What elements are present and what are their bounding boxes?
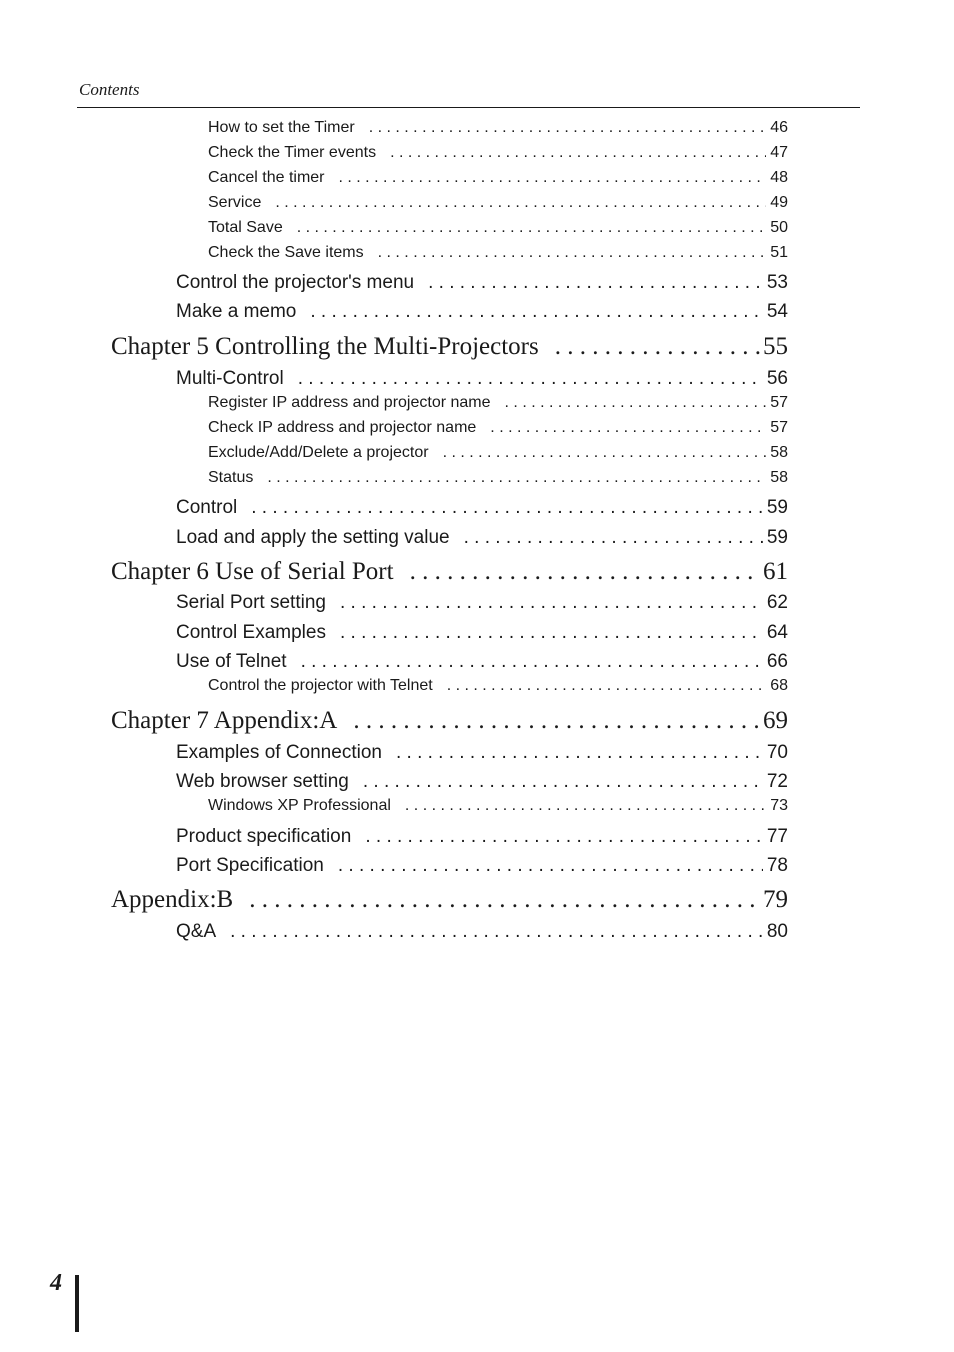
toc-subsection-entry [208, 419, 788, 439]
toc-entry-title: Control the projector's menu [176, 272, 415, 293]
dot-leader [365, 826, 763, 848]
toc-section-entry [176, 527, 788, 551]
dot-leader [410, 558, 761, 586]
toc-subsection-entry [208, 394, 788, 414]
dot-leader [505, 394, 767, 412]
toc-chapter-entry [111, 707, 788, 737]
page-number: 4 [50, 1270, 62, 1296]
toc-entry-page: 80 [766, 921, 788, 942]
toc-entry-title: Total Save [208, 219, 283, 236]
toc-entry-title: Serial Port setting [176, 592, 326, 613]
toc-entry-title: Make a memo [176, 301, 297, 322]
toc-entry-page: 66 [766, 651, 788, 672]
toc-entry-title: How to set the Timer [208, 119, 355, 136]
toc-entry-page: 55 [763, 333, 788, 360]
toc-entry-title: Web browser setting [176, 771, 349, 792]
toc-entry-title: Use of Telnet [176, 651, 287, 672]
toc-entry-title: Windows XP Professional [208, 797, 391, 814]
toc-entry-title: Status [208, 469, 254, 486]
dot-leader [310, 301, 762, 323]
toc-entry-title: Port Specification [176, 855, 324, 876]
dot-leader [428, 272, 763, 294]
toc-entry-page: 73 [770, 797, 788, 814]
dot-leader [490, 419, 766, 437]
dot-leader [363, 771, 763, 793]
toc-subsection-entry [208, 677, 788, 697]
toc-section-entry [176, 855, 788, 879]
toc-entry-page: 77 [766, 826, 788, 847]
toc-subsection-entry [208, 119, 788, 139]
toc-entry-page: 59 [766, 497, 788, 518]
toc-subsection-entry [208, 244, 788, 264]
dot-leader [443, 444, 767, 462]
toc-entry-title: Chapter 6 Use of Serial Port [111, 558, 394, 585]
toc-entry-title: Examples of Connection [176, 742, 382, 763]
toc-subsection-entry [208, 469, 788, 489]
toc-section-entry [176, 368, 788, 392]
toc-entry-title: Load and apply the setting value [176, 527, 450, 548]
dot-leader [396, 742, 763, 764]
dot-leader [298, 368, 763, 390]
toc-entry-page: 54 [766, 301, 788, 322]
dot-leader [230, 921, 763, 943]
toc-entry-page: 48 [770, 169, 788, 186]
dot-leader [301, 651, 763, 673]
header-label: Contents [79, 80, 140, 99]
dot-leader [338, 855, 763, 877]
toc-entry-page: 51 [770, 244, 788, 261]
toc-entry-page: 72 [766, 771, 788, 792]
dot-leader [340, 622, 763, 644]
toc-entry-page: 68 [770, 677, 788, 694]
toc-entry-page: 56 [766, 368, 788, 389]
toc-subsection-entry [208, 797, 788, 817]
toc-section-entry [176, 622, 788, 646]
toc-entry-page: 58 [770, 444, 788, 461]
dot-leader [464, 527, 763, 549]
toc-entry-page: 61 [763, 558, 788, 585]
toc-entry-title: Cancel the timer [208, 169, 325, 186]
dot-leader [267, 469, 766, 487]
toc-subsection-entry [208, 194, 788, 214]
toc-entry-title: Check the Timer events [208, 144, 377, 161]
dot-leader [297, 219, 766, 237]
toc-entry-page: 46 [770, 119, 788, 136]
toc-section-entry [176, 826, 788, 850]
toc-entry-page: 53 [766, 272, 788, 293]
toc-chapter-entry [111, 558, 788, 588]
toc-entry-title: Control Examples [176, 622, 326, 643]
toc-entry-title: Appendix:B [111, 886, 234, 913]
toc-section-entry [176, 742, 788, 766]
dot-leader [369, 119, 766, 137]
dot-leader [405, 797, 766, 815]
toc-subsection-entry [208, 169, 788, 189]
toc-entry-page: 78 [766, 855, 788, 876]
toc-entry-title: Q&A [176, 921, 217, 942]
toc-entry-title: Exclude/Add/Delete a projector [208, 444, 429, 461]
dot-leader [447, 677, 766, 695]
toc-section-entry [176, 301, 788, 325]
toc-subsection-entry [208, 219, 788, 239]
toc-entry-page: 47 [770, 144, 788, 161]
dot-leader [249, 886, 761, 914]
toc-entry-page: 70 [766, 742, 788, 763]
toc-entry-page: 50 [770, 219, 788, 236]
toc-entry-title: Chapter 7 Appendix:A [111, 707, 338, 734]
toc-section-entry [176, 771, 788, 795]
toc-entry-title: Service [208, 194, 262, 211]
dot-leader [353, 707, 761, 735]
toc-entry-page: 49 [770, 194, 788, 211]
toc-entry-page: 62 [766, 592, 788, 613]
dot-leader [378, 244, 767, 262]
toc-entry-title: Check IP address and projector name [208, 419, 477, 436]
toc-entry-title: Multi-Control [176, 368, 284, 389]
toc-entry-title: Control [176, 497, 238, 518]
toc-entry-page: 79 [763, 886, 788, 913]
toc-entry-title: Product specification [176, 826, 352, 847]
toc-entry-title: Control the projector with Telnet [208, 677, 433, 694]
toc-entry-page: 58 [770, 469, 788, 486]
toc-section-entry [176, 651, 788, 675]
toc-section-entry [176, 592, 788, 616]
toc-subsection-entry [208, 144, 788, 164]
toc-entry-page: 64 [766, 622, 788, 643]
toc-section-entry [176, 272, 788, 296]
toc-entry-title: Chapter 5 Controlling the Multi-Projectors [111, 333, 539, 360]
dot-leader [390, 144, 766, 162]
toc-chapter-entry [111, 886, 788, 916]
dot-leader [340, 592, 763, 614]
dot-leader [339, 169, 767, 187]
toc-subsection-entry [208, 444, 788, 464]
toc-entry-page: 57 [770, 394, 788, 411]
toc-chapter-entry [111, 333, 788, 363]
dot-leader [251, 497, 763, 519]
dot-leader [275, 194, 766, 212]
toc-section-entry [176, 497, 788, 521]
page-number-bar [75, 1275, 79, 1332]
toc-section-entry [176, 921, 788, 945]
toc-entry-title: Check the Save items [208, 244, 364, 261]
toc-entry-page: 59 [766, 527, 788, 548]
dot-leader [555, 333, 761, 361]
toc-entry-page: 57 [770, 419, 788, 436]
toc-entry-title: Register IP address and projector name [208, 394, 491, 411]
toc-entry-page: 69 [763, 707, 788, 734]
